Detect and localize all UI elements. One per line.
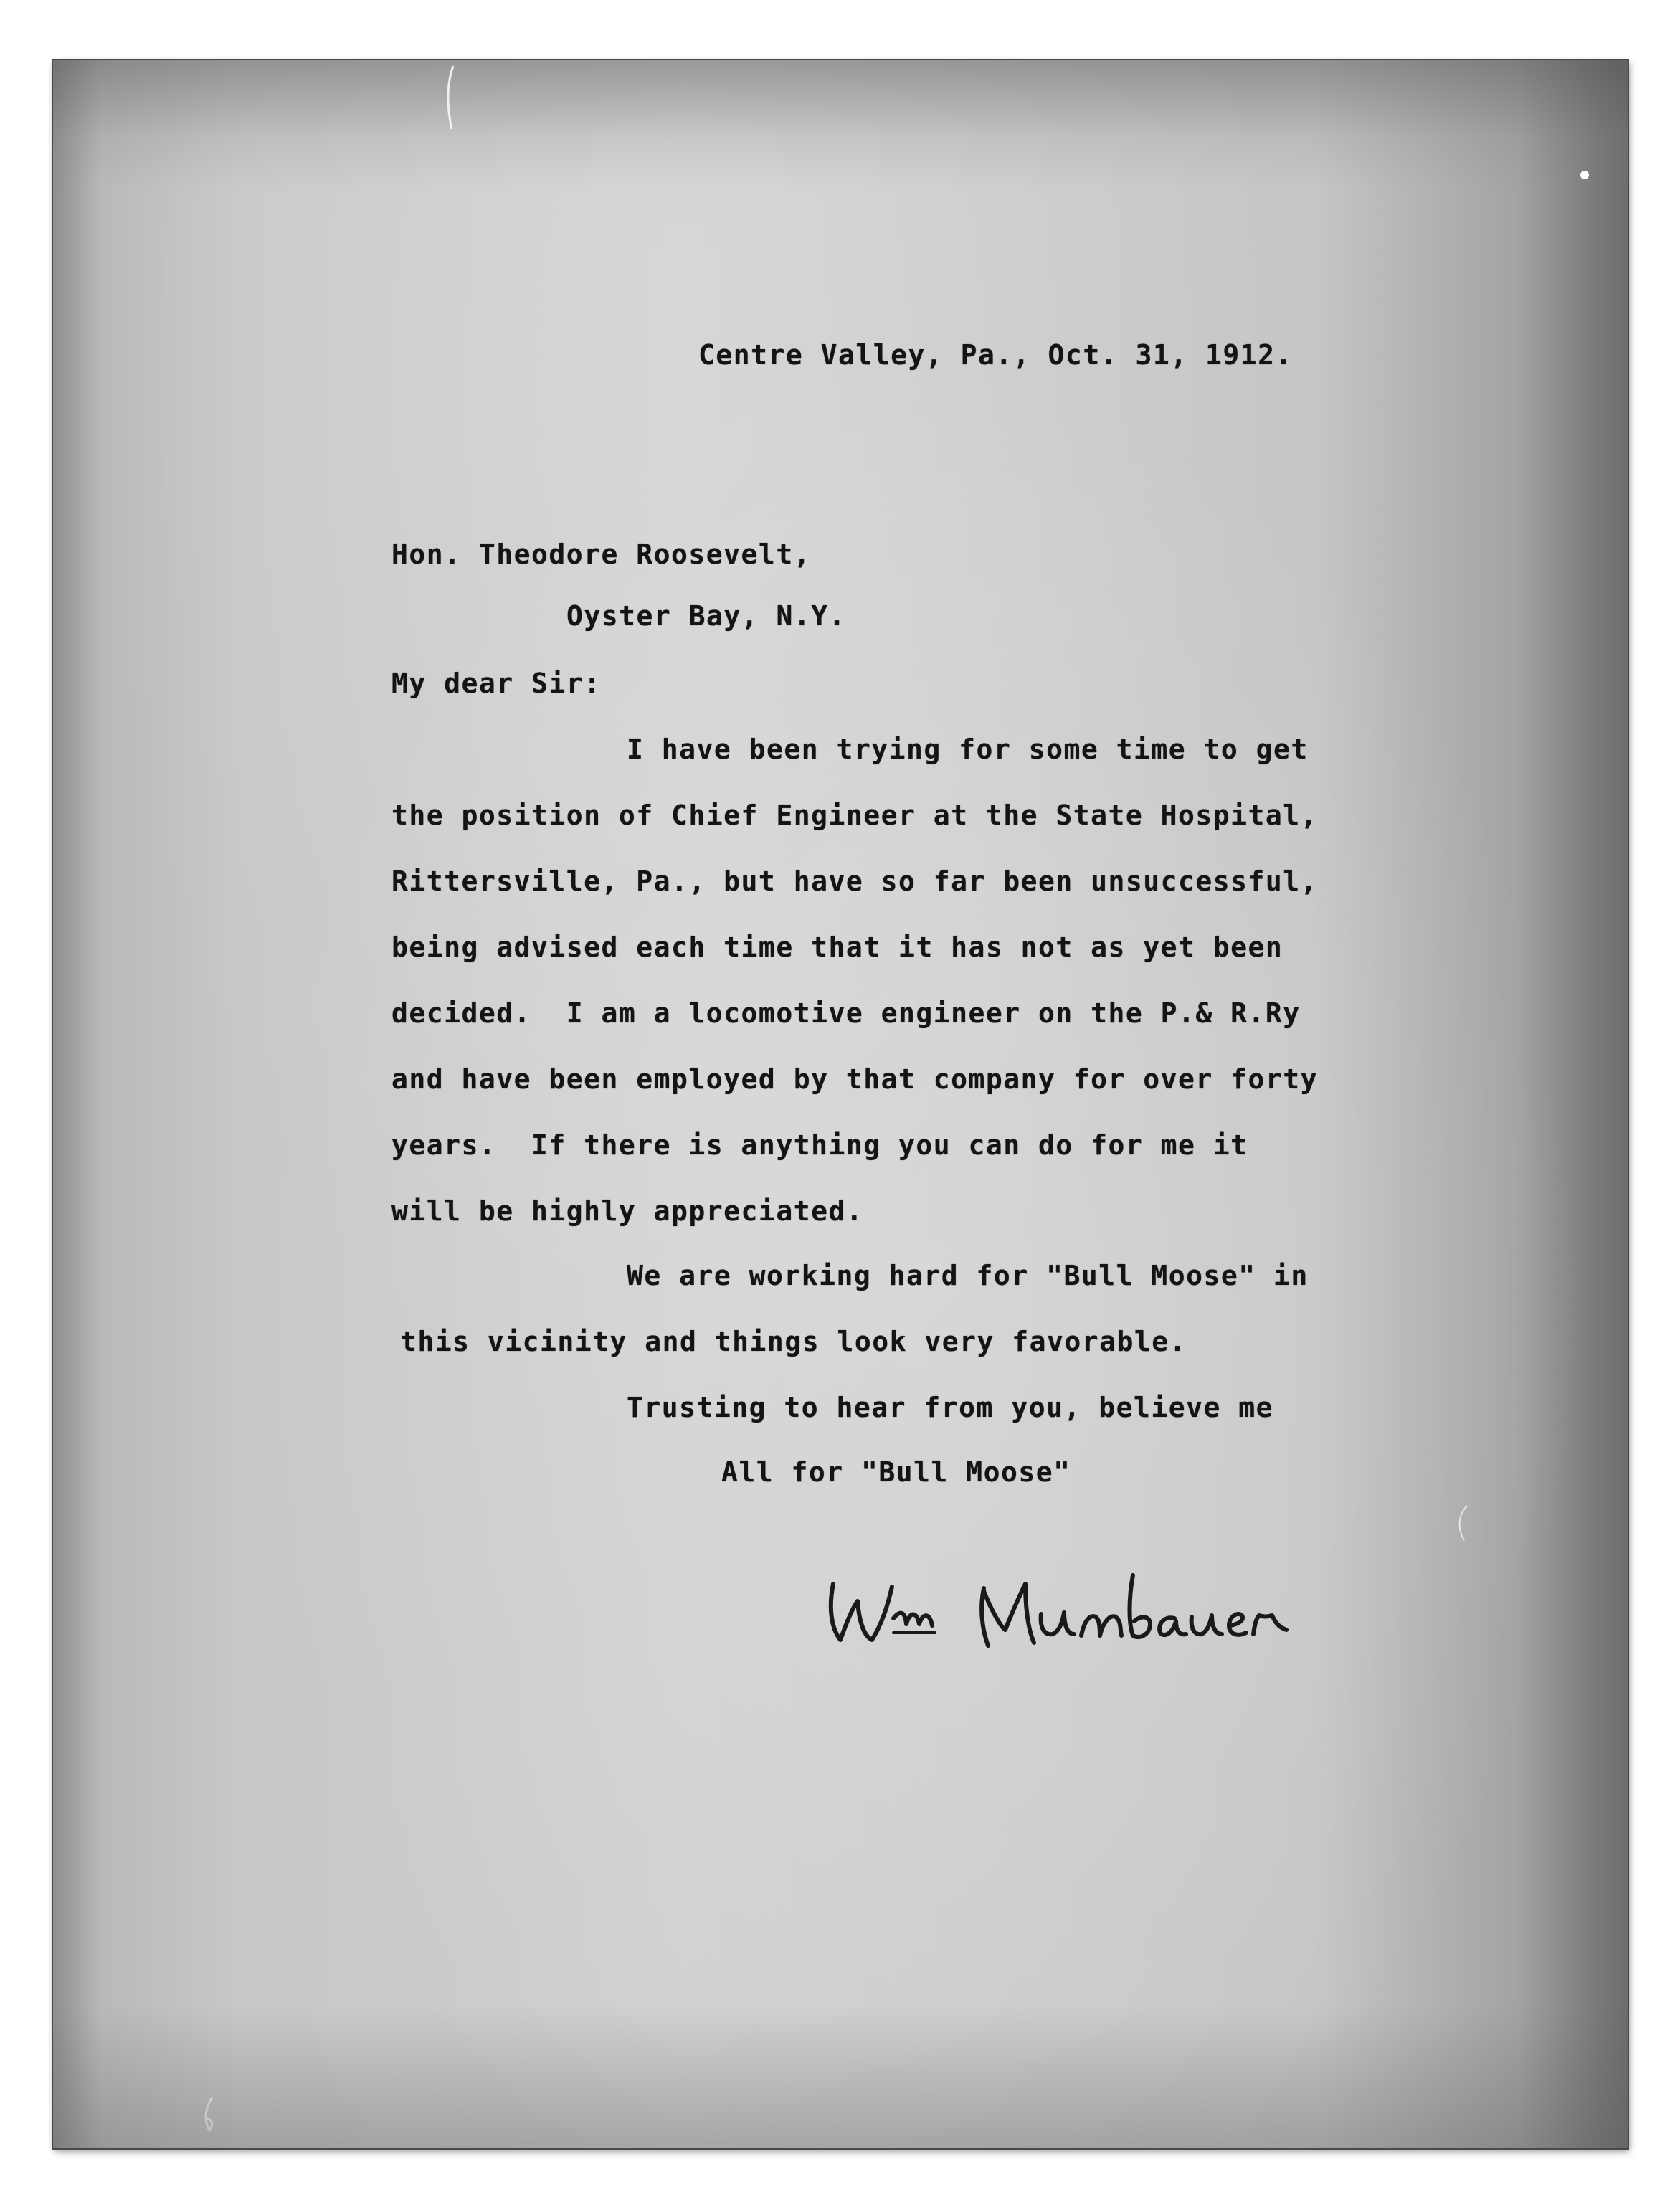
sign-off: All for "Bull Moose": [721, 1456, 1071, 1488]
body-line: decided. I am a locomotive engineer on the P.& R.Ry: [391, 997, 1301, 1029]
body-line: this vicinity and things look very favorable.: [400, 1326, 1187, 1357]
body-line: We are working hard for "Bull Moose" in: [627, 1260, 1309, 1291]
body-line: years. If there is anything you can do for me it: [391, 1129, 1248, 1161]
body-line: will be highly appreciated.: [391, 1195, 864, 1227]
body-line: the position of Chief Engineer at the State Hospital,: [391, 799, 1319, 831]
scan-speck: [1577, 168, 1592, 182]
scan-scratch: [1451, 1501, 1473, 1544]
scan-scratch: [440, 60, 462, 146]
letter-page: [53, 60, 1628, 2148]
recipient-name: Hon. Theodore Roosevelt,: [391, 538, 812, 570]
recipient-address: Oyster Bay, N.Y.: [566, 600, 847, 632]
body-line: I have been trying for some time to get: [627, 734, 1309, 765]
salutation: My dear Sir:: [391, 668, 602, 699]
body-line: being advised each time that it has not as yet been: [391, 931, 1283, 963]
scan-scratch: [196, 2093, 225, 2136]
dateline: Centre Valley, Pa., Oct. 31, 1912.: [698, 339, 1293, 371]
closing: Trusting to hear from you, believe me: [627, 1392, 1273, 1423]
handwritten-signature: [813, 1555, 1501, 1670]
body-line: and have been employed by that company for over forty: [391, 1063, 1319, 1095]
body-line: Rittersville, Pa., but have so far been unsuccessful,: [391, 865, 1319, 897]
